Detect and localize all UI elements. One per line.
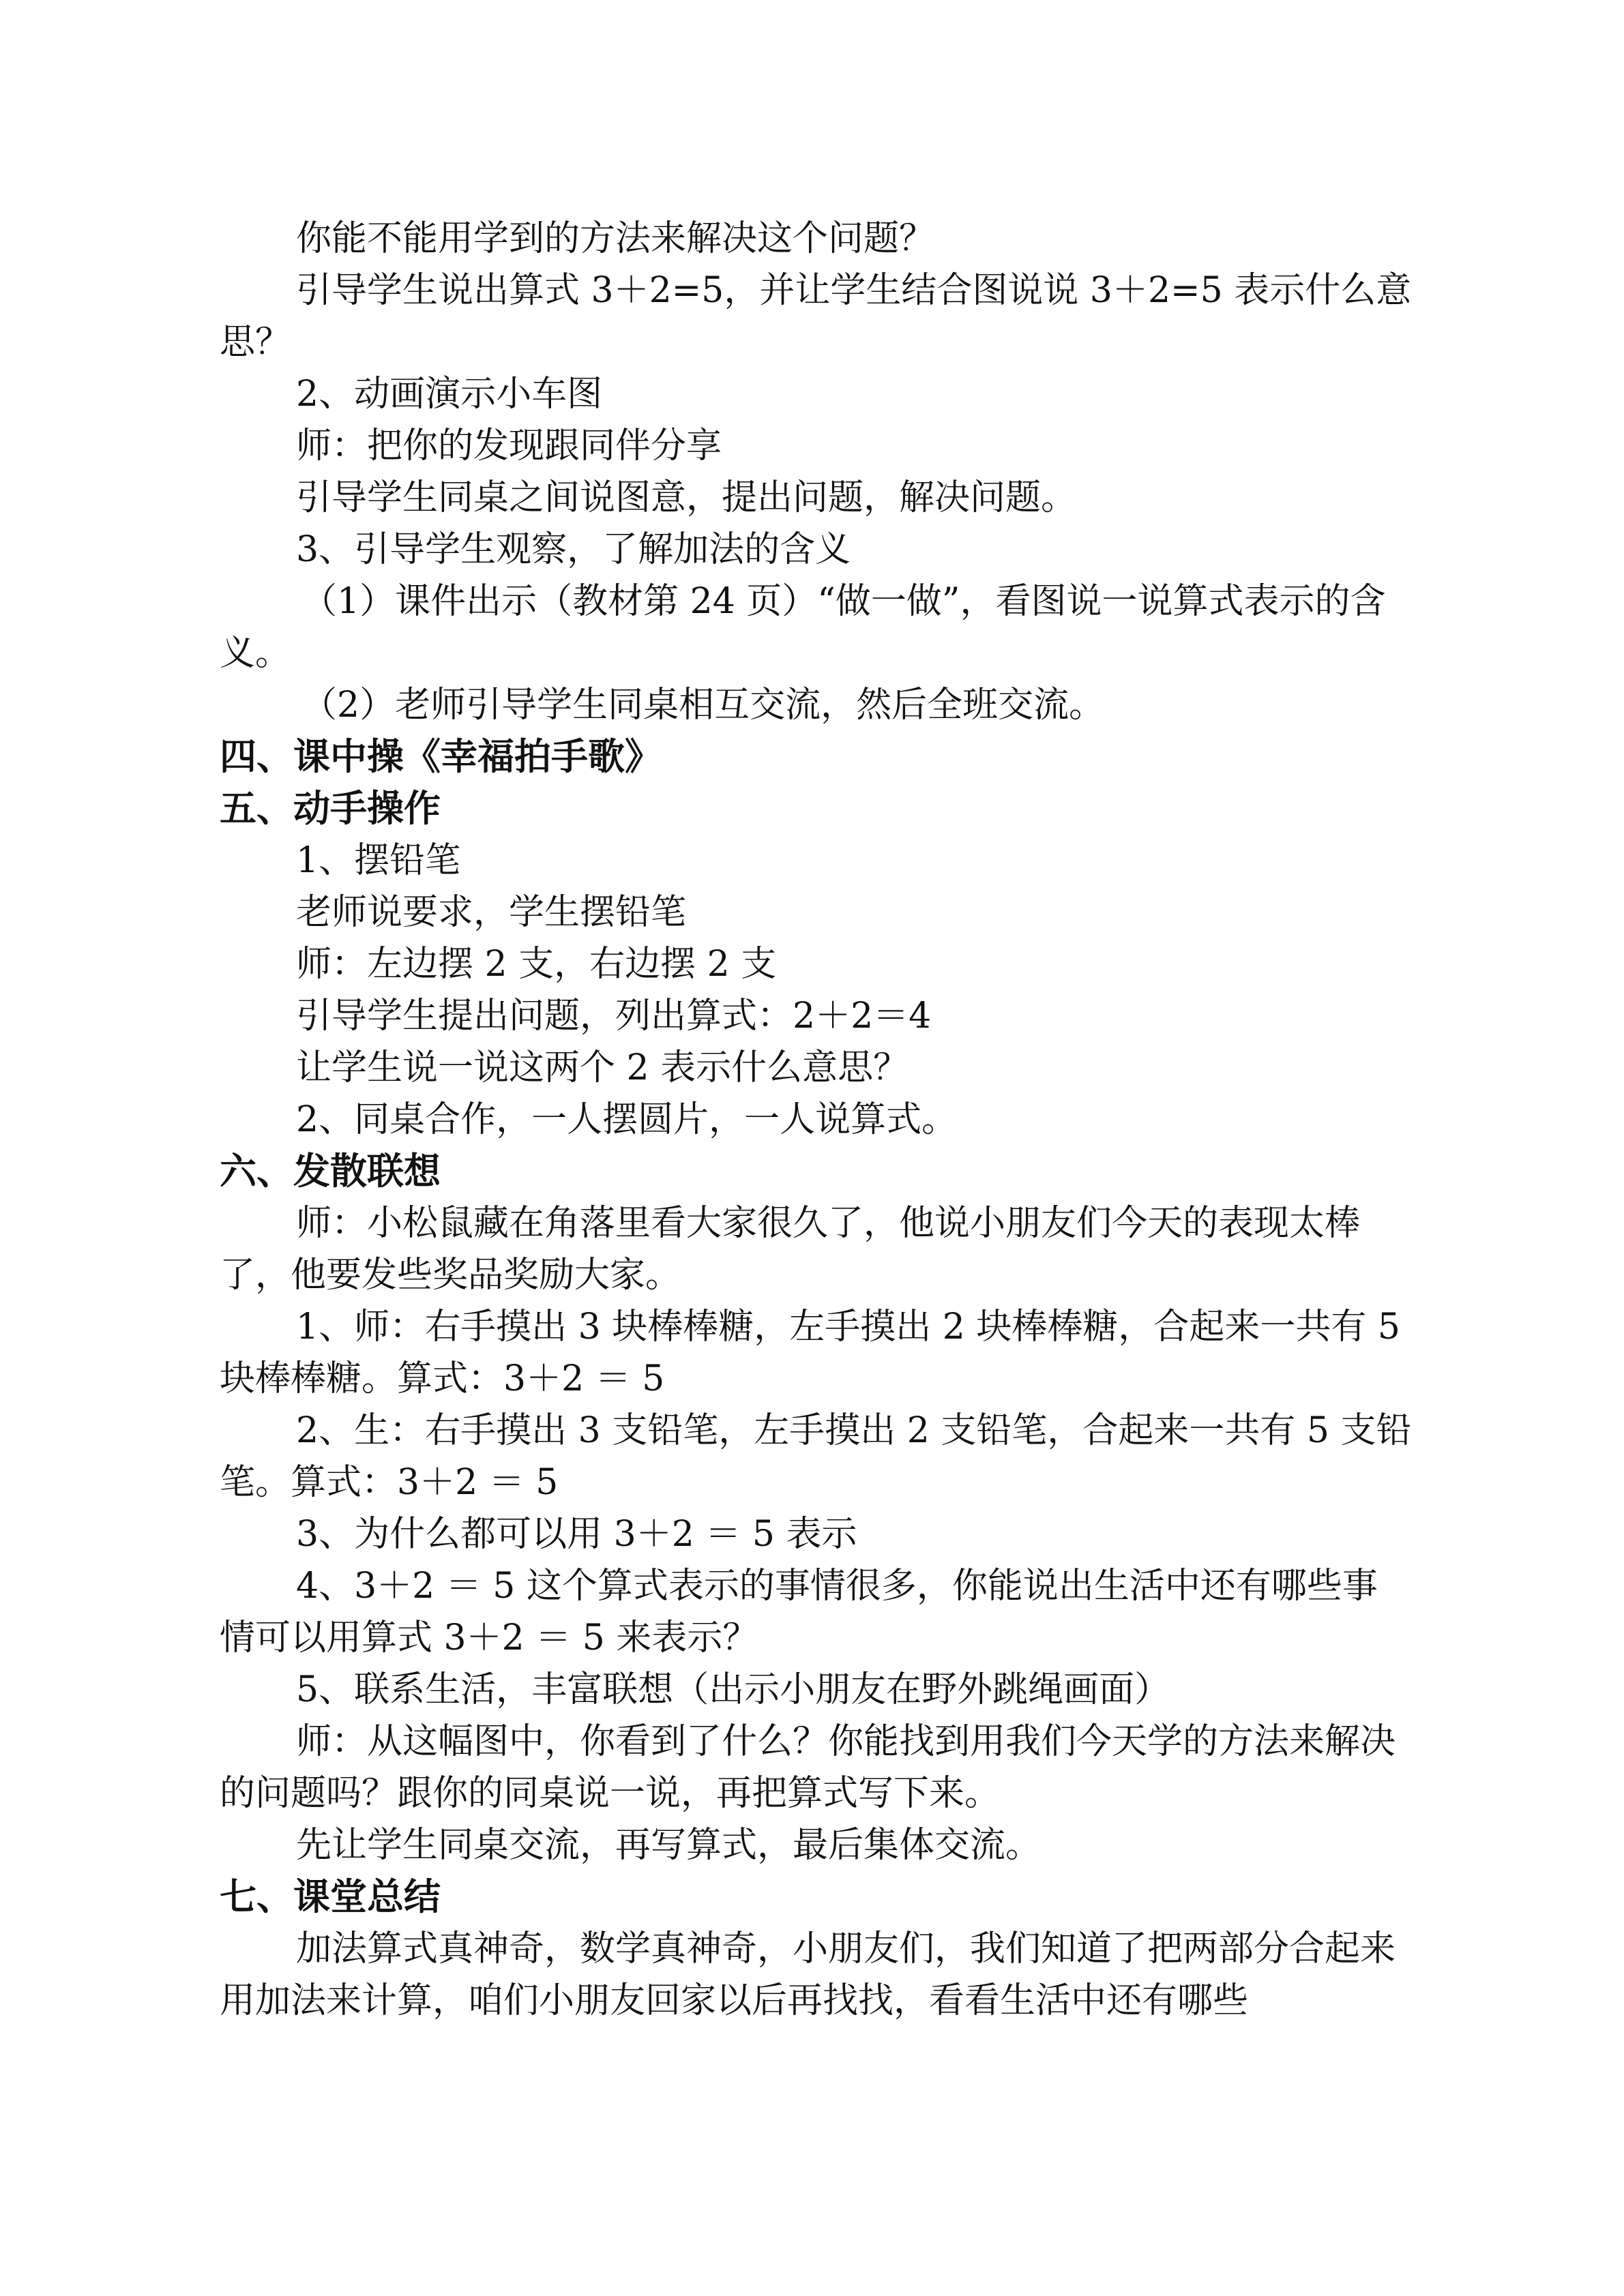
paragraph: 师：左边摆 2 支，右边摆 2 支 xyxy=(296,944,777,985)
paragraph: 加法算式真神奇，数学真神奇，小朋友们，我们知道了把两部分合起来用加法来计算，咱们小朋友回家以后再找找，看看生活中还有哪些 xyxy=(220,1928,1396,2021)
paragraph: （2）老师引导学生同桌相互交流，然后全班交流。 xyxy=(301,685,1105,726)
paragraph: 师：从这幅图中，你看到了什么？你能找到用我们今天学的方法来解决的问题吗？跟你的同桌说一说，再把算式写下来。 xyxy=(220,1721,1396,1814)
paragraph: 引导学生同桌之间说图意，提出问题，解决问题。 xyxy=(296,477,1077,518)
paragraph: 1、师：右手摸出 3 块棒棒糖，左手摸出 2 块棒棒糖，合起来一共有 5 块棒棒糖。算式：3＋2 ＝ 5 xyxy=(220,1307,1400,1399)
paragraph: 先让学生同桌交流，再写算式，最后集体交流。 xyxy=(296,1825,1042,1866)
paragraph: 2、动画演示小车图 xyxy=(296,374,603,415)
paragraph: 让学生说一说这两个 2 表示什么意思？ xyxy=(296,1047,909,1088)
paragraph: 师：小松鼠藏在角落里看大家很久了，他说小朋友们今天的表现太棒了，他要发些奖品奖励大家。 xyxy=(220,1203,1361,1296)
paragraph: 3、引导学生观察，了解加法的含义 xyxy=(296,529,851,570)
paragraph: 引导学生提出问题，列出算式：2＋2＝4 xyxy=(296,996,932,1037)
paragraph: 5、联系生活，丰富联想（出示小朋友在野外跳绳画面） xyxy=(296,1669,1170,1710)
paragraph: 3、为什么都可以用 3＋2 ＝ 5 表示 xyxy=(296,1514,857,1555)
paragraph: （1）课件出示（教材第 24 页）“做一做”，看图说一说算式表示的含义。 xyxy=(220,581,1386,674)
section-heading: 七、课堂总结 xyxy=(220,1875,441,1918)
paragraph: 1、摆铅笔 xyxy=(296,840,461,881)
section-heading: 四、课中操《幸福拍手歌》 xyxy=(220,735,662,778)
document-body xyxy=(220,213,1412,2027)
paragraph: 2、生：右手摸出 3 支铅笔，左手摸出 2 支铅笔，合起来一共有 5 支铅笔。算式：3＋2 ＝ 5 xyxy=(220,1410,1412,1503)
paragraph: 师：把你的发现跟同伴分享 xyxy=(296,426,722,466)
section-heading: 六、发散联想 xyxy=(220,1150,441,1193)
paragraph: 引导学生说出算式 3＋2=5，并让学生结合图说说 3＋2=5 表示什么意思？ xyxy=(220,270,1412,363)
section-heading: 五、动手操作 xyxy=(220,787,441,830)
paragraph: 2、同桌合作，一人摆圆片，一人说算式。 xyxy=(296,1099,958,1140)
paragraph: 4、3＋2 ＝ 5 这个算式表示的事情很多，你能说出生活中还有哪些事情可以用算式 3＋2 ＝ 5 来表示？ xyxy=(220,1566,1378,1658)
paragraph: 老师说要求，学生摆铅笔 xyxy=(296,892,687,933)
paragraph: 你能不能用学到的方法来解决这个问题？ xyxy=(296,218,935,259)
